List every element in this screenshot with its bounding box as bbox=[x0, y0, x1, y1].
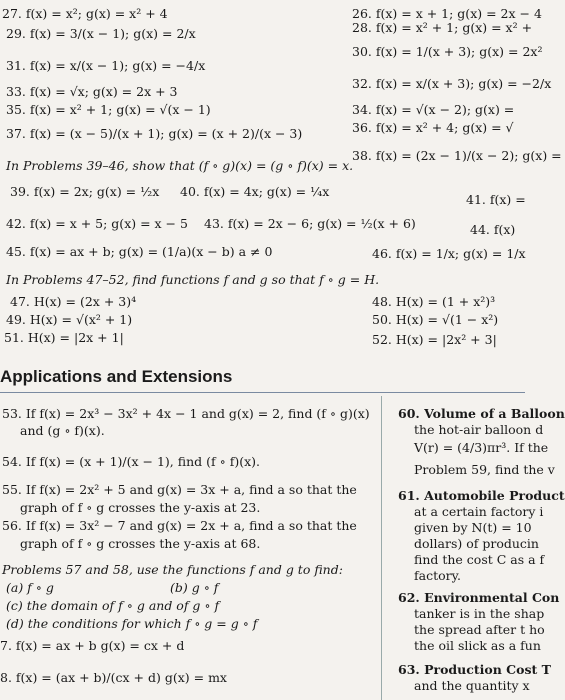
exercise-line: 42. f(x) = x + 5; g(x) = x − 5 bbox=[6, 216, 188, 231]
exercise-line: 45. f(x) = ax + b; g(x) = (1/a)(x − b) a ≠ 0 bbox=[6, 244, 273, 259]
problem-line: and (g ∘ f)(x). bbox=[20, 423, 105, 438]
exercise-line: 48. H(x) = (1 + x²)³ bbox=[372, 294, 496, 309]
problem-line: tanker is in the shap bbox=[414, 606, 545, 621]
exercise-line: 41. f(x) = bbox=[466, 192, 526, 207]
exercise-line: 31. f(x) = x/(x − 1); g(x) = −4/x bbox=[6, 58, 206, 73]
problem-line: Problems 57 and 58, use the functions f and g to find: bbox=[2, 562, 343, 577]
problem-line: the oil slick as a fun bbox=[414, 638, 541, 653]
problem-line: the hot-air balloon d bbox=[414, 422, 544, 437]
problem-line: factory. bbox=[414, 568, 461, 583]
exercise-line: 33. f(x) = √x; g(x) = 2x + 3 bbox=[6, 84, 178, 99]
problem-line: graph of f ∘ g crosses the y-axis at 68. bbox=[20, 536, 261, 551]
exercise-line: 32. f(x) = x/(x + 3); g(x) = −2/x bbox=[352, 76, 552, 91]
problem-line: find the cost C as a f bbox=[414, 552, 545, 567]
exercise-line: 52. H(x) = |2x² + 3| bbox=[372, 332, 497, 347]
problem-line: 53. If f(x) = 2x³ − 3x² + 4x − 1 and g(x) = 2, find (f ∘ g)(x) bbox=[2, 406, 370, 421]
problem-line: 56. If f(x) = 3x² − 7 and g(x) = 2x + a, find a so that the bbox=[2, 518, 357, 533]
exercise-line: 51. H(x) = |2x + 1| bbox=[4, 330, 124, 345]
problem-line: (d) the conditions for which f ∘ g = g ∘ f bbox=[6, 616, 258, 631]
problem-line: at a certain factory i bbox=[414, 504, 544, 519]
exercise-line: 26. f(x) = x + 1; g(x) = 2x − 4 bbox=[352, 6, 542, 21]
problem-line: dollars) of producin bbox=[414, 536, 539, 551]
problem-line: 54. If f(x) = (x + 1)/(x − 1), find (f ∘ f)(x). bbox=[2, 454, 260, 469]
exercise-line: 43. f(x) = 2x − 6; g(x) = ½(x + 6) bbox=[204, 216, 416, 231]
problem-line: the spread after t ho bbox=[414, 622, 545, 637]
instruction-39-46: In Problems 39–46, show that (f ∘ g)(x) = (g ∘ f)(x) = x. bbox=[6, 158, 354, 173]
column-divider bbox=[381, 396, 382, 700]
exercise-line: 35. f(x) = x² + 1; g(x) = √(x − 1) bbox=[6, 102, 211, 117]
problem-line: 8. f(x) = (ax + b)/(cx + d) g(x) = mx bbox=[0, 670, 227, 685]
exercise-line: 47. H(x) = (2x + 3)⁴ bbox=[10, 294, 137, 309]
exercise-line: 37. f(x) = (x − 5)/(x + 1); g(x) = (x + 2)/(x − 3) bbox=[6, 126, 303, 141]
exercise-line: 38. f(x) = (2x − 1)/(x − 2); g(x) = bbox=[352, 148, 562, 163]
exercise-line: 29. f(x) = 3/(x − 1); g(x) = 2/x bbox=[6, 26, 196, 41]
problem-line: (a) f ∘ g bbox=[6, 580, 54, 595]
exercise-line: 34. f(x) = √(x − 2); g(x) = bbox=[352, 102, 515, 117]
exercise-line: 30. f(x) = 1/(x + 3); g(x) = 2x² bbox=[352, 44, 543, 59]
problem-line: (c) the domain of f ∘ g and of g ∘ f bbox=[6, 598, 220, 613]
problem-line: 7. f(x) = ax + b g(x) = cx + d bbox=[0, 638, 185, 653]
problem-line: Problem 59, find the v bbox=[414, 462, 555, 477]
exercise-line: 40. f(x) = 4x; g(x) = ¼x bbox=[180, 184, 330, 199]
exercise-line: 46. f(x) = 1/x; g(x) = 1/x bbox=[372, 246, 526, 261]
problem-line: 61. Automobile Product bbox=[398, 488, 565, 503]
exercise-line: 49. H(x) = √(x² + 1) bbox=[6, 312, 133, 327]
exercise-line: 50. H(x) = √(1 − x²) bbox=[372, 312, 499, 327]
problem-line: and the quantity x bbox=[414, 678, 530, 693]
problem-line: 62. Environmental Con bbox=[398, 590, 560, 605]
exercise-line: 28. f(x) = x² + 1; g(x) = x² + bbox=[352, 20, 533, 35]
problem-line: graph of f ∘ g crosses the y-axis at 23. bbox=[20, 500, 261, 515]
problem-line: V(r) = (4/3)πr³. If the bbox=[414, 440, 549, 455]
exercise-line: 36. f(x) = x² + 4; g(x) = √ bbox=[352, 120, 514, 135]
exercise-line: 44. f(x) bbox=[470, 222, 516, 237]
section-heading: Applications and Extensions bbox=[0, 367, 233, 386]
problem-line: given by N(t) = 10 bbox=[414, 520, 532, 535]
exercise-line: 39. f(x) = 2x; g(x) = ½x bbox=[10, 184, 160, 199]
problem-line: 63. Production Cost T bbox=[398, 662, 551, 677]
instruction-47-52: In Problems 47–52, find functions f and g so that f ∘ g = H. bbox=[6, 272, 380, 287]
section-rule bbox=[0, 392, 525, 393]
problem-line: 55. If f(x) = 2x² + 5 and g(x) = 3x + a, find a so that the bbox=[2, 482, 357, 497]
problem-line: (b) g ∘ f bbox=[170, 580, 219, 595]
exercise-line: 27. f(x) = x²; g(x) = x² + 4 bbox=[2, 6, 168, 21]
problem-line: 60. Volume of a Balloon bbox=[398, 406, 565, 421]
